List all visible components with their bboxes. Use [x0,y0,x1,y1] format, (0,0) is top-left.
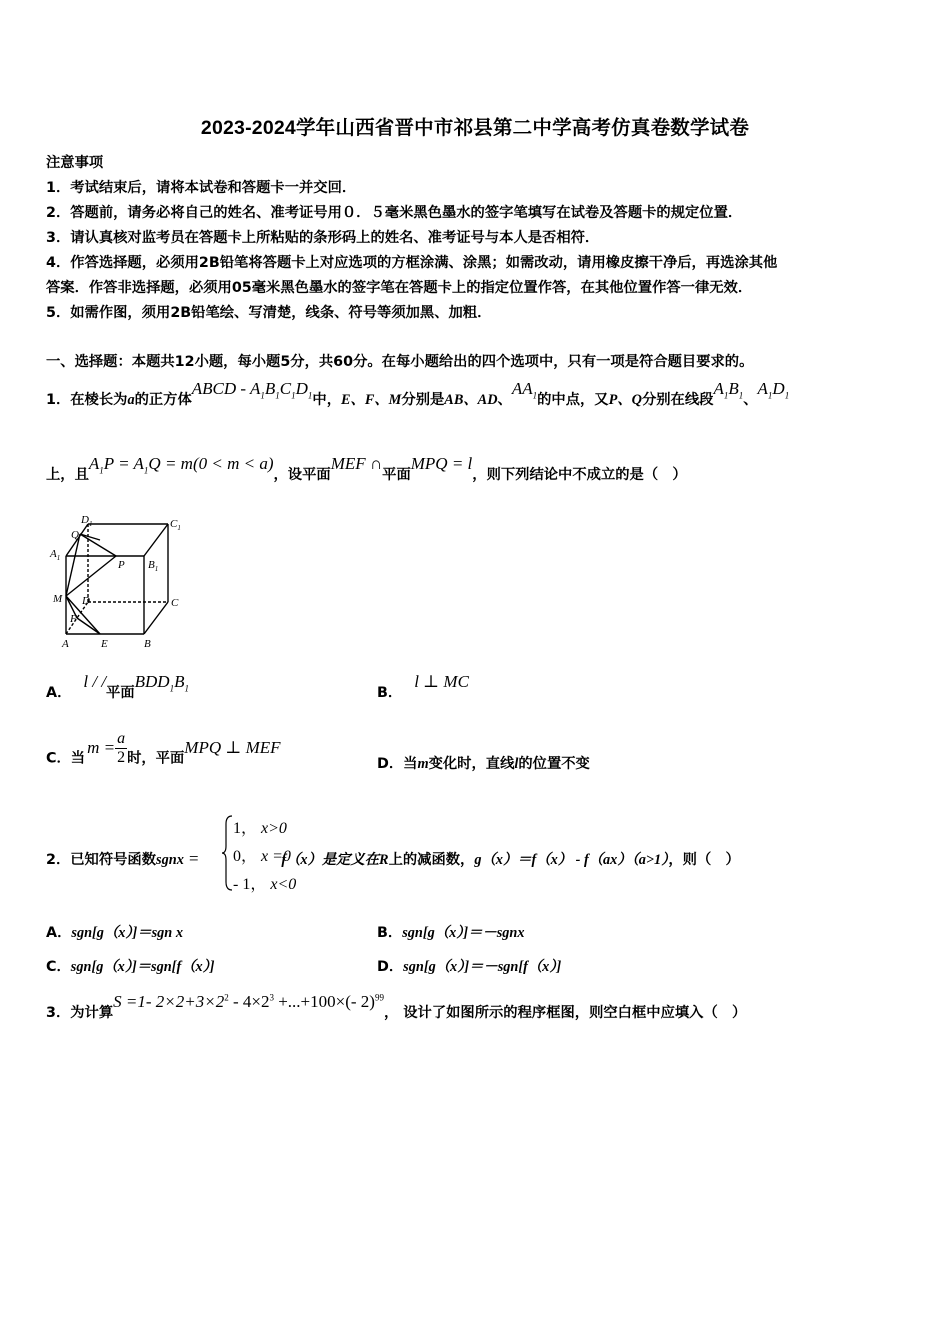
q1-line2: 上，且$A_1P = A_1Q = m(0 < m < a)$，设平面MEF ∩平面MPQ = l，则下列结论中不成立的是（ ） [46,454,687,483]
q1-option-d: D．当m变化时，直线l的位置不变 [377,756,590,772]
cube-figure [46,512,196,652]
case-negative: - 1， x<0 [233,876,297,893]
notice-item: 4．作答选择题，必须用2B铅笔将答题卡上对应选项的方框涂满、涂黑；如需改动，请用橡皮擦干净后，再选涂其他 [46,255,778,271]
label-C1: $C_1$ [170,518,181,532]
q3-line: 3．为计算S =1- $2\times 2+3\times 2^2 - 4\times 2^3 +...+100\times(-$ 2)$^{99}$， 设计了如图所示的程序框图，则空白框中应填入（ ） [46,992,747,1021]
label-Q: Q [71,529,79,541]
notice-heading: 注意事项 [46,155,104,171]
notice-item: 答案．作答非选择题，必须用05毫米黑色墨水的签字笔在答题卡上的指定位置作答，在其他位置作答一律无效． [46,280,753,296]
q2-option-c: C．sgn[g（x）]＝sgn[f（x）] [46,959,215,975]
section-heading: 一、选择题：本题共12小题，每小题5分，共60分。在每小题给出的四个选项中，只有一项是符合题目要求的。 [46,354,754,370]
label-M: M [53,593,63,605]
notice-item: 3．请认真核对监考员在答题卡上所粘贴的条形码上的姓名、准考证号与本人是否相符． [46,230,600,246]
notice-item: 5．如需作图，须用2B铅笔绘、写清楚，线条、符号等须加黑、加粗． [46,305,492,321]
page-title: 2023-2024学年山西省晋中市祁县第二中学高考仿真卷数学试卷 [200,117,750,139]
q1-option-b: B．l ⊥ MC [377,672,469,701]
case-positive: 1， x>0 [233,820,287,837]
cube-name: ABCD - $A_1B_1C_1D_1$ [191,379,313,401]
label-B: B [144,638,151,650]
label-A: A [62,638,69,650]
notice-item: 1．考试结束后，请将本试卷和答题卡一并交回． [46,180,357,196]
label-C: C [171,597,179,609]
q2-option-b: B．sgn[g（x）]＝－sgnx [377,925,525,941]
q1-line1: 1．在棱长为a的正方体ABCD - $A_1B_1C_1D_1$中，E、F、M分别是AB、AD、$AA_1$的中点，又P、Q分别在线段$A_1B_1$、$A_1D_1$ [46,379,790,408]
label-E: E [101,638,108,650]
case-zero: 0， x =0 [233,848,291,865]
q2-option-a: A．sgn[g（x）]＝sgn x [46,925,183,941]
label-D1: $D_1$ [81,514,93,528]
label-P: P [118,559,125,571]
q1-option-c: C．当m = $\frac{a}{2}$ 时，平面MPQ ⊥ MEF [46,730,281,767]
q2-option-d: D．sgn[g（x）]＝－sgn[f（x）] [377,959,562,975]
label-A1: $A_1$ [50,548,61,562]
label-B1: $B_1$ [148,559,159,573]
notice-item: 2．答题前，请务必将自己的姓名、准考证号用０．５毫米黑色墨水的签字笔填写在试卷及答题卡的规定位置． [46,205,743,221]
label-F: F [70,613,77,625]
q1-option-a: A．l / /平面$BDD_1B_1$ [46,672,189,701]
label-D: D [82,595,90,607]
q2-line: 2．已知符号函数sgnx = f（x）是定义在R上的减函数，g（x）＝f（x） - f（ax）（a>1），则（ ） [46,849,740,868]
